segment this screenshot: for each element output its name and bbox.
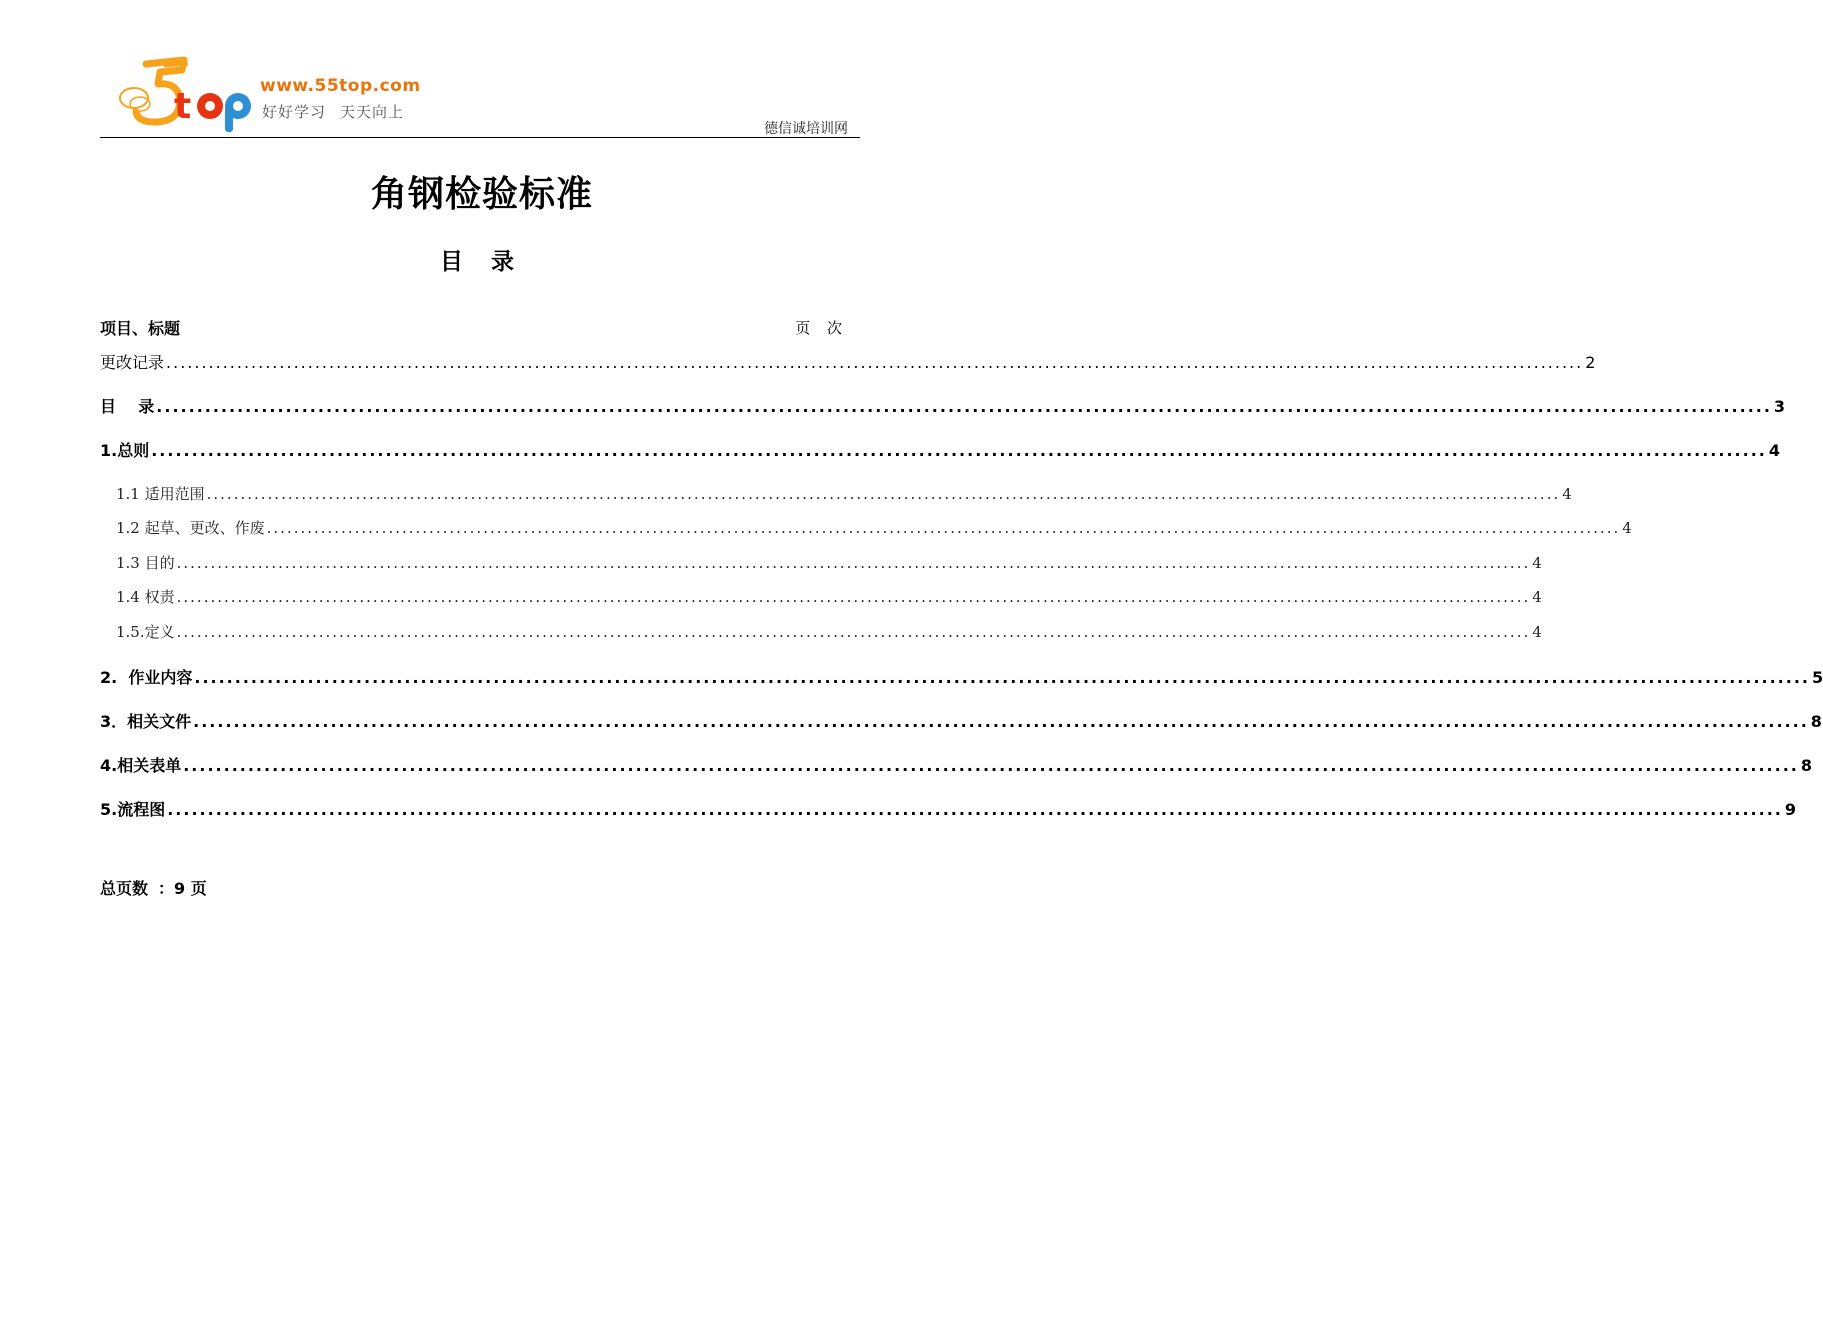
toc-entry-scope[interactable]	[116, 483, 1572, 504]
toc-entry-purpose[interactable]	[116, 552, 1542, 573]
toc-entry-label: 1.总则	[100, 441, 150, 460]
toc-entry-label: 3．相关文件	[100, 712, 192, 731]
header-site-name: 德信诚培训网	[764, 121, 848, 137]
toc-title: 目 录	[439, 249, 524, 275]
toc-entry-label: 4.相关表单	[100, 756, 182, 775]
logo-slogan-part-2: 天天向上	[340, 103, 405, 121]
toc-entry-label: 1.5.定义	[116, 623, 175, 641]
toc-column-item-title: 项目、标题	[100, 319, 181, 338]
toc-entry-page: 8	[1810, 712, 1822, 731]
logo-slogan	[262, 101, 404, 122]
toc-entry-related-documents[interactable]	[100, 709, 1822, 732]
toc-entry-responsibility[interactable]	[116, 586, 1542, 607]
toc-entry-related-forms[interactable]	[100, 753, 1812, 776]
toc-dot-leader: ........................................................................................................................................................................................................	[266, 519, 1621, 537]
toc-dot-leader: ........................................................................................................................................................................................................	[183, 756, 1799, 775]
toc-dot-leader: ........................................................................................................................................................................................................	[176, 588, 1531, 606]
toc-dot-leader: ........................................................................................................................................................................................................	[156, 397, 1772, 416]
total-pages-value: ：9 页	[158, 879, 207, 898]
toc-dot-leader: ........................................................................................................................................................................................................	[151, 441, 1767, 460]
header-divider	[100, 137, 860, 138]
toc-entry-definition[interactable]	[116, 621, 1542, 642]
toc-column-page: 页 次	[795, 319, 848, 337]
toc-entry-page: 8	[1800, 756, 1812, 775]
toc-entry-page: 4	[1768, 441, 1780, 460]
toc-entry-page: 2	[1585, 353, 1596, 372]
total-pages-label: 总页数	[100, 879, 149, 898]
toc-entry-label: 目 录	[100, 397, 155, 416]
toc-entry-change-log[interactable]	[100, 350, 1596, 373]
toc-entry-label: 更改记录	[100, 353, 165, 372]
toc-entry-page: 4	[1562, 485, 1572, 503]
document-title: 角钢检验标准	[370, 174, 593, 215]
toc-entry-contents[interactable]	[100, 394, 1786, 417]
toc-entry-page: 3	[1773, 397, 1786, 416]
toc-column-header	[100, 316, 860, 338]
toc-entry-label: 5.流程图	[100, 800, 166, 819]
toc-entry-label: 1.3 目的	[116, 554, 175, 572]
site-logo[interactable]	[116, 56, 436, 136]
logo-mark-icon	[116, 56, 266, 136]
toc-entry-label: 2. 作业内容	[100, 668, 193, 687]
toc-entry-drafting[interactable]	[116, 517, 1632, 538]
toc-entry-page: 5	[1811, 668, 1823, 687]
toc-entry-label: 1.2 起草、更改、作废	[116, 519, 265, 537]
total-pages	[100, 876, 207, 899]
toc-entry-page: 4	[1532, 554, 1542, 572]
toc-dot-leader: ........................................................................................................................................................................................................	[166, 353, 1584, 372]
toc-entry-flowchart[interactable]	[100, 797, 1796, 820]
toc-dot-leader: ........................................................................................................................................................................................................	[193, 712, 1809, 731]
toc-entry-label: 1.4 权责	[116, 588, 175, 606]
toc-entry-work-content[interactable]	[100, 665, 1823, 688]
toc-dot-leader: ........................................................................................................................................................................................................	[194, 668, 1810, 687]
toc-dot-leader: ........................................................................................................................................................................................................	[176, 554, 1531, 572]
toc-entry-label: 1.1 适用范围	[116, 485, 205, 503]
toc-entry-page: 4	[1532, 588, 1542, 606]
toc-entry-page: 4	[1622, 519, 1632, 537]
logo-url-text: www.55top.com	[260, 76, 421, 96]
toc-dot-leader: ........................................................................................................................................................................................................	[176, 623, 1531, 641]
toc-dot-leader: ........................................................................................................................................................................................................	[206, 485, 1561, 503]
toc-entry-general[interactable]	[100, 438, 1780, 461]
toc-dot-leader: ........................................................................................................................................................................................................	[167, 800, 1783, 819]
toc-entry-page: 9	[1784, 800, 1796, 819]
toc-entry-page: 4	[1532, 623, 1542, 641]
logo-slogan-part-1: 好好学习	[262, 103, 327, 121]
svg-text:t: t	[174, 86, 192, 127]
